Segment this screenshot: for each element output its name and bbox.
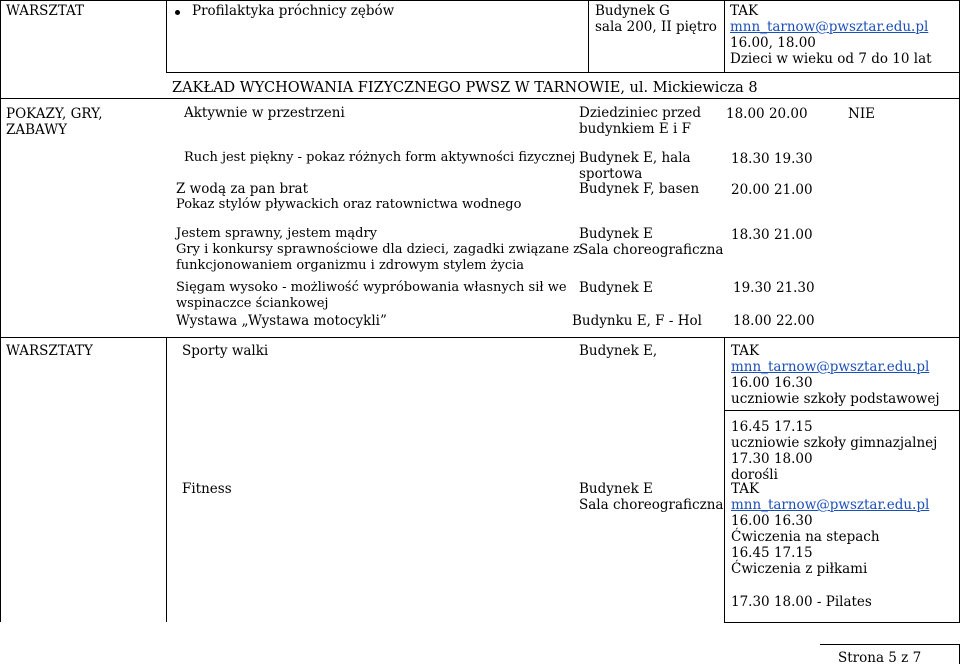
sports-time2: 16.45 17.15 [731,419,813,435]
fitness-status: TAK [731,481,760,497]
a4-place-line1: Budynek E [579,226,653,242]
sports-group2: uczniowie szkoły gimnazjalnej [731,435,938,451]
sports-time3: 17.30 18.00 [731,451,813,467]
row1-category: WARSZTAT [6,3,85,19]
row2-category-line2: ZABAWY [6,122,68,138]
row2-category-line1: POKAZY, GRY, [6,106,103,122]
fitness-time3: 17.30 18.00 - Pilates [731,594,872,610]
a6-activity: Wystawa „Wystawa motocykli” [176,313,387,329]
a4-activity-line1: Jestem sprawny, jestem mądry [176,226,378,241]
row2-signup: NIE [848,106,875,122]
fitness-group2: Ćwiczenia z piłkami [731,561,868,577]
sports-place: Budynek E, [579,343,658,359]
sports-group1: uczniowie szkoły podstawowej [731,391,940,407]
rule [166,337,167,622]
row1-time: 16.00, 18.00 [730,35,816,51]
rule [0,98,960,99]
row1-email-link[interactable]: mnn_tarnow@pwsztar.edu.pl [730,19,929,35]
a1-activity: Aktywnie w przestrzeni [184,105,345,121]
a3-place: Budynek F, basen [579,181,700,197]
a5-activity-line1: Sięgam wysoko - możliwość wypróbowania własnych sił we [176,280,567,295]
sports-activity: Sporty walki [182,343,269,359]
fitness-place-line2: Sala choreograficzna [579,497,724,513]
rule [0,0,960,1]
row1-place-line1: Budynek G [595,3,670,19]
a3-activity-line1: Z wodą za pan brat [176,181,309,197]
a4-place-line2: Sala choreograficzna [579,242,724,258]
section-header: ZAKŁAD WYCHOWANIA FIZYCZNEGO PWSZ W TARNOWIE, ul. Mickiewicza 8 [172,80,758,96]
sports-email-link[interactable]: mnn_tarnow@pwsztar.edu.pl [731,359,930,375]
a3-time: 20.00 21.00 [731,182,813,198]
a6-time: 18.00 22.00 [733,313,815,329]
a5-time: 19.30 21.30 [733,280,815,296]
a2-time: 18.30 19.30 [731,151,813,167]
sports-status: TAK [731,343,760,359]
a4-activity-line2: Gry i konkursy sprawnościowe dla dzieci, zagadki związane z [176,242,581,257]
sports-group3: dorośli [731,467,778,483]
a1-place-line1: Dziedziniec przed [579,105,702,121]
rule [724,337,725,622]
a1-time: 18.00 20.00 [726,106,808,122]
a2-place-line1: Budynek E, hala [579,150,691,166]
row1-note: Dzieci w wieku od 7 do 10 lat [730,51,932,67]
a1-place-line2: budynkiem E i F [579,121,692,137]
rule [724,0,725,72]
sports-time1: 16.00 16.30 [731,375,813,391]
fitness-activity: Fitness [182,481,232,497]
row3-category: WARSZTATY [6,343,93,359]
row1-activity: Profilaktyka próchnicy zębów [192,3,395,19]
a4-activity-line3: funkcjonowaniem organizmu i zdrowym stylem życia [176,258,525,273]
rule [166,0,167,72]
rule [0,337,960,338]
a2-place-line2: sportowa [579,166,643,182]
fitness-place-line1: Budynek E [579,481,653,497]
rule [820,644,960,645]
rule [0,0,1,622]
a2-activity: Ruch jest piękny - pokaz różnych form aktywności fizycznej [184,150,576,165]
row1-place-line2: sala 200, II piętro [595,19,717,35]
a5-place: Budynek E [579,280,653,296]
rule [724,410,960,411]
fitness-email-link[interactable]: mnn_tarnow@pwsztar.edu.pl [731,497,930,513]
rule [724,622,960,623]
a5-activity-line2: wspinaczce ściankowej [176,296,329,311]
fitness-time1: 16.00 16.30 [731,513,813,529]
page-number: Strona 5 z 7 [838,650,922,666]
a4-time: 18.30 21.00 [731,227,813,243]
a3-activity-line2: Pokaz stylów pływackich oraz ratownictwa wodnego [176,197,522,212]
fitness-time2: 16.45 17.15 [731,545,813,561]
fitness-group1: Ćwiczenia na stepach [731,529,880,545]
bullet-icon [175,10,180,15]
row1-status: TAK [730,3,759,19]
rule [588,0,589,72]
rule [166,72,959,73]
a6-place: Budynku E, F - Hol [572,313,702,329]
